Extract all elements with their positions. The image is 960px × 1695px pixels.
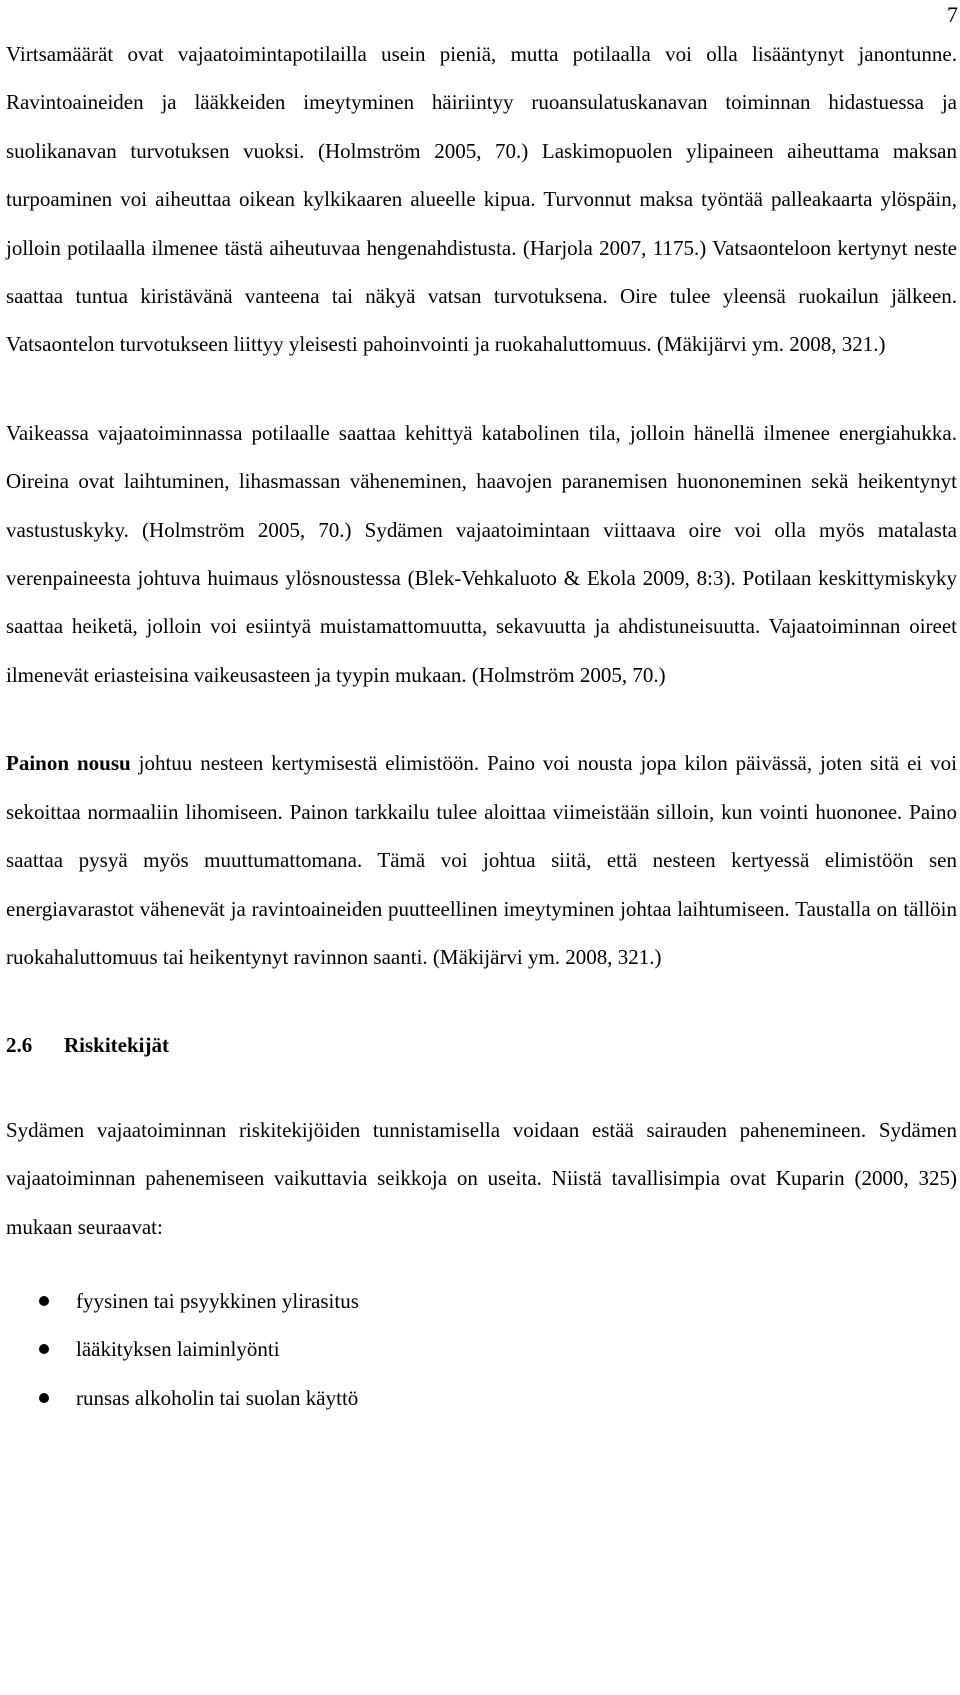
paragraph-catabolic-state: Vaikeassa vajaatoiminnassa potilaalle saattaa kehittyä katabolinen tila, jolloin hänellä ilmenee energiahukka. Oireina ovat laihtuminen, lihasmassan väheneminen, haavojen paranemisen huononeminen sekä heikentynyt vastustuskyky. (Holmström 2005, 70.) Sydämen vajaatoimintaan viittaava oire voi olla myös matalasta verenpaineesta johtuva huimaus ylösnoustessa (Blek-Vehkaluoto & Ekola 2009, 8:3). Potilaan keskittymiskyky saattaa heiketä, jolloin voi esiintyä muistamattomuutta, sekavuutta ja ahdistuneisuutta. Vajaatoiminnan oireet ilmenevät eriasteisina vaikeusasteen ja tyypin mukaan. (Holmström 2005, 70.) (6, 420, 957, 687)
section-number: 2.6 (6, 1033, 33, 1058)
bullet-icon (39, 1393, 49, 1403)
paragraph-weight-gain (6, 739, 957, 981)
section-title: Riskitekijät (64, 1033, 169, 1058)
section-heading (6, 1021, 957, 1069)
bullet-icon (39, 1344, 49, 1354)
paragraph-symptoms: Virtsamäärät ovat vajaatoimintapotilailla usein pieniä, mutta potilaalla voi olla lisääntynyt janontunne. Ravintoaineiden ja lääkkeiden imeytyminen häiriintyy ruoansulatuskanavan toiminnan hidastuessa ja suolikanavan turvotuksen vuoksi. (Holmström 2005, 70.) Laskimopuolen ylipaineen aiheuttama maksan turpoaminen voi aiheuttaa oikean kylkikaaren alueelle kipua. Turvonnut maksa työntää palleakaarta ylöspäin, jolloin potilaalla ilmenee tästä aiheutuvaa hengenahdistusta. (Harjola 2007, 1175.) Vatsaonteloon kertynyt neste saattaa tuntua kiristävänä vanteena tai näkyä vatsan turvotuksena. Oire tulee yleensä ruokailun jälkeen. Vatsaontelon turvotukseen liittyy yleisesti pahoinvointi ja ruokahaluttomuus. (Mäkijärvi ym. 2008, 321.) (6, 42, 957, 357)
list-item-text: fyysinen tai psyykkinen ylirasitus (76, 1288, 359, 1313)
bullet-icon (39, 1296, 49, 1306)
risk-factor-list (6, 1277, 957, 1422)
paragraph-weight-gain-text: johtuu nesteen kertymisestä elimistöön. Paino voi nousta jopa kilon päivässä, joten sitä ei voi sekoittaa normaaliin lihomiseen. Painon tarkkailu tulee aloittaa viimeistään silloin, kun vointi huononee. Paino saattaa pysyä myös muuttumattomana. Tämä voi johtua siitä, että nesteen kertyessä elimistöön sen energiavarastot vähenevät ja ravintoaineiden puutteellinen imeytyminen johtaa laihtumiseen. Taustalla on tällöin ruokahaluttomuus tai heikentynyt ravinnon saanti. (Mäkijärvi ym. 2008, 321.) (6, 751, 958, 969)
paragraph-risk-factors: Sydämen vajaatoiminnan riskitekijöiden tunnistamisella voidaan estää sairauden pahenemineen. Sydämen vajaatoiminnan pahenemiseen vaikuttavia seikkoja on useita. Niistä tavallisimpia ovat Kuparin (2000, 325) mukaan seuraavat: (6, 1117, 957, 1239)
document-body (6, 30, 957, 1422)
list-item (6, 1325, 957, 1373)
bold-term-weight-gain: Painon nousu (6, 751, 131, 776)
list-item (6, 1374, 957, 1422)
page-number: 7 (947, 2, 958, 27)
list-item-text: runsas alkoholin tai suolan käyttö (76, 1385, 359, 1410)
list-item-text: lääkityksen laiminlyönti (76, 1337, 280, 1362)
list-item (6, 1277, 957, 1325)
